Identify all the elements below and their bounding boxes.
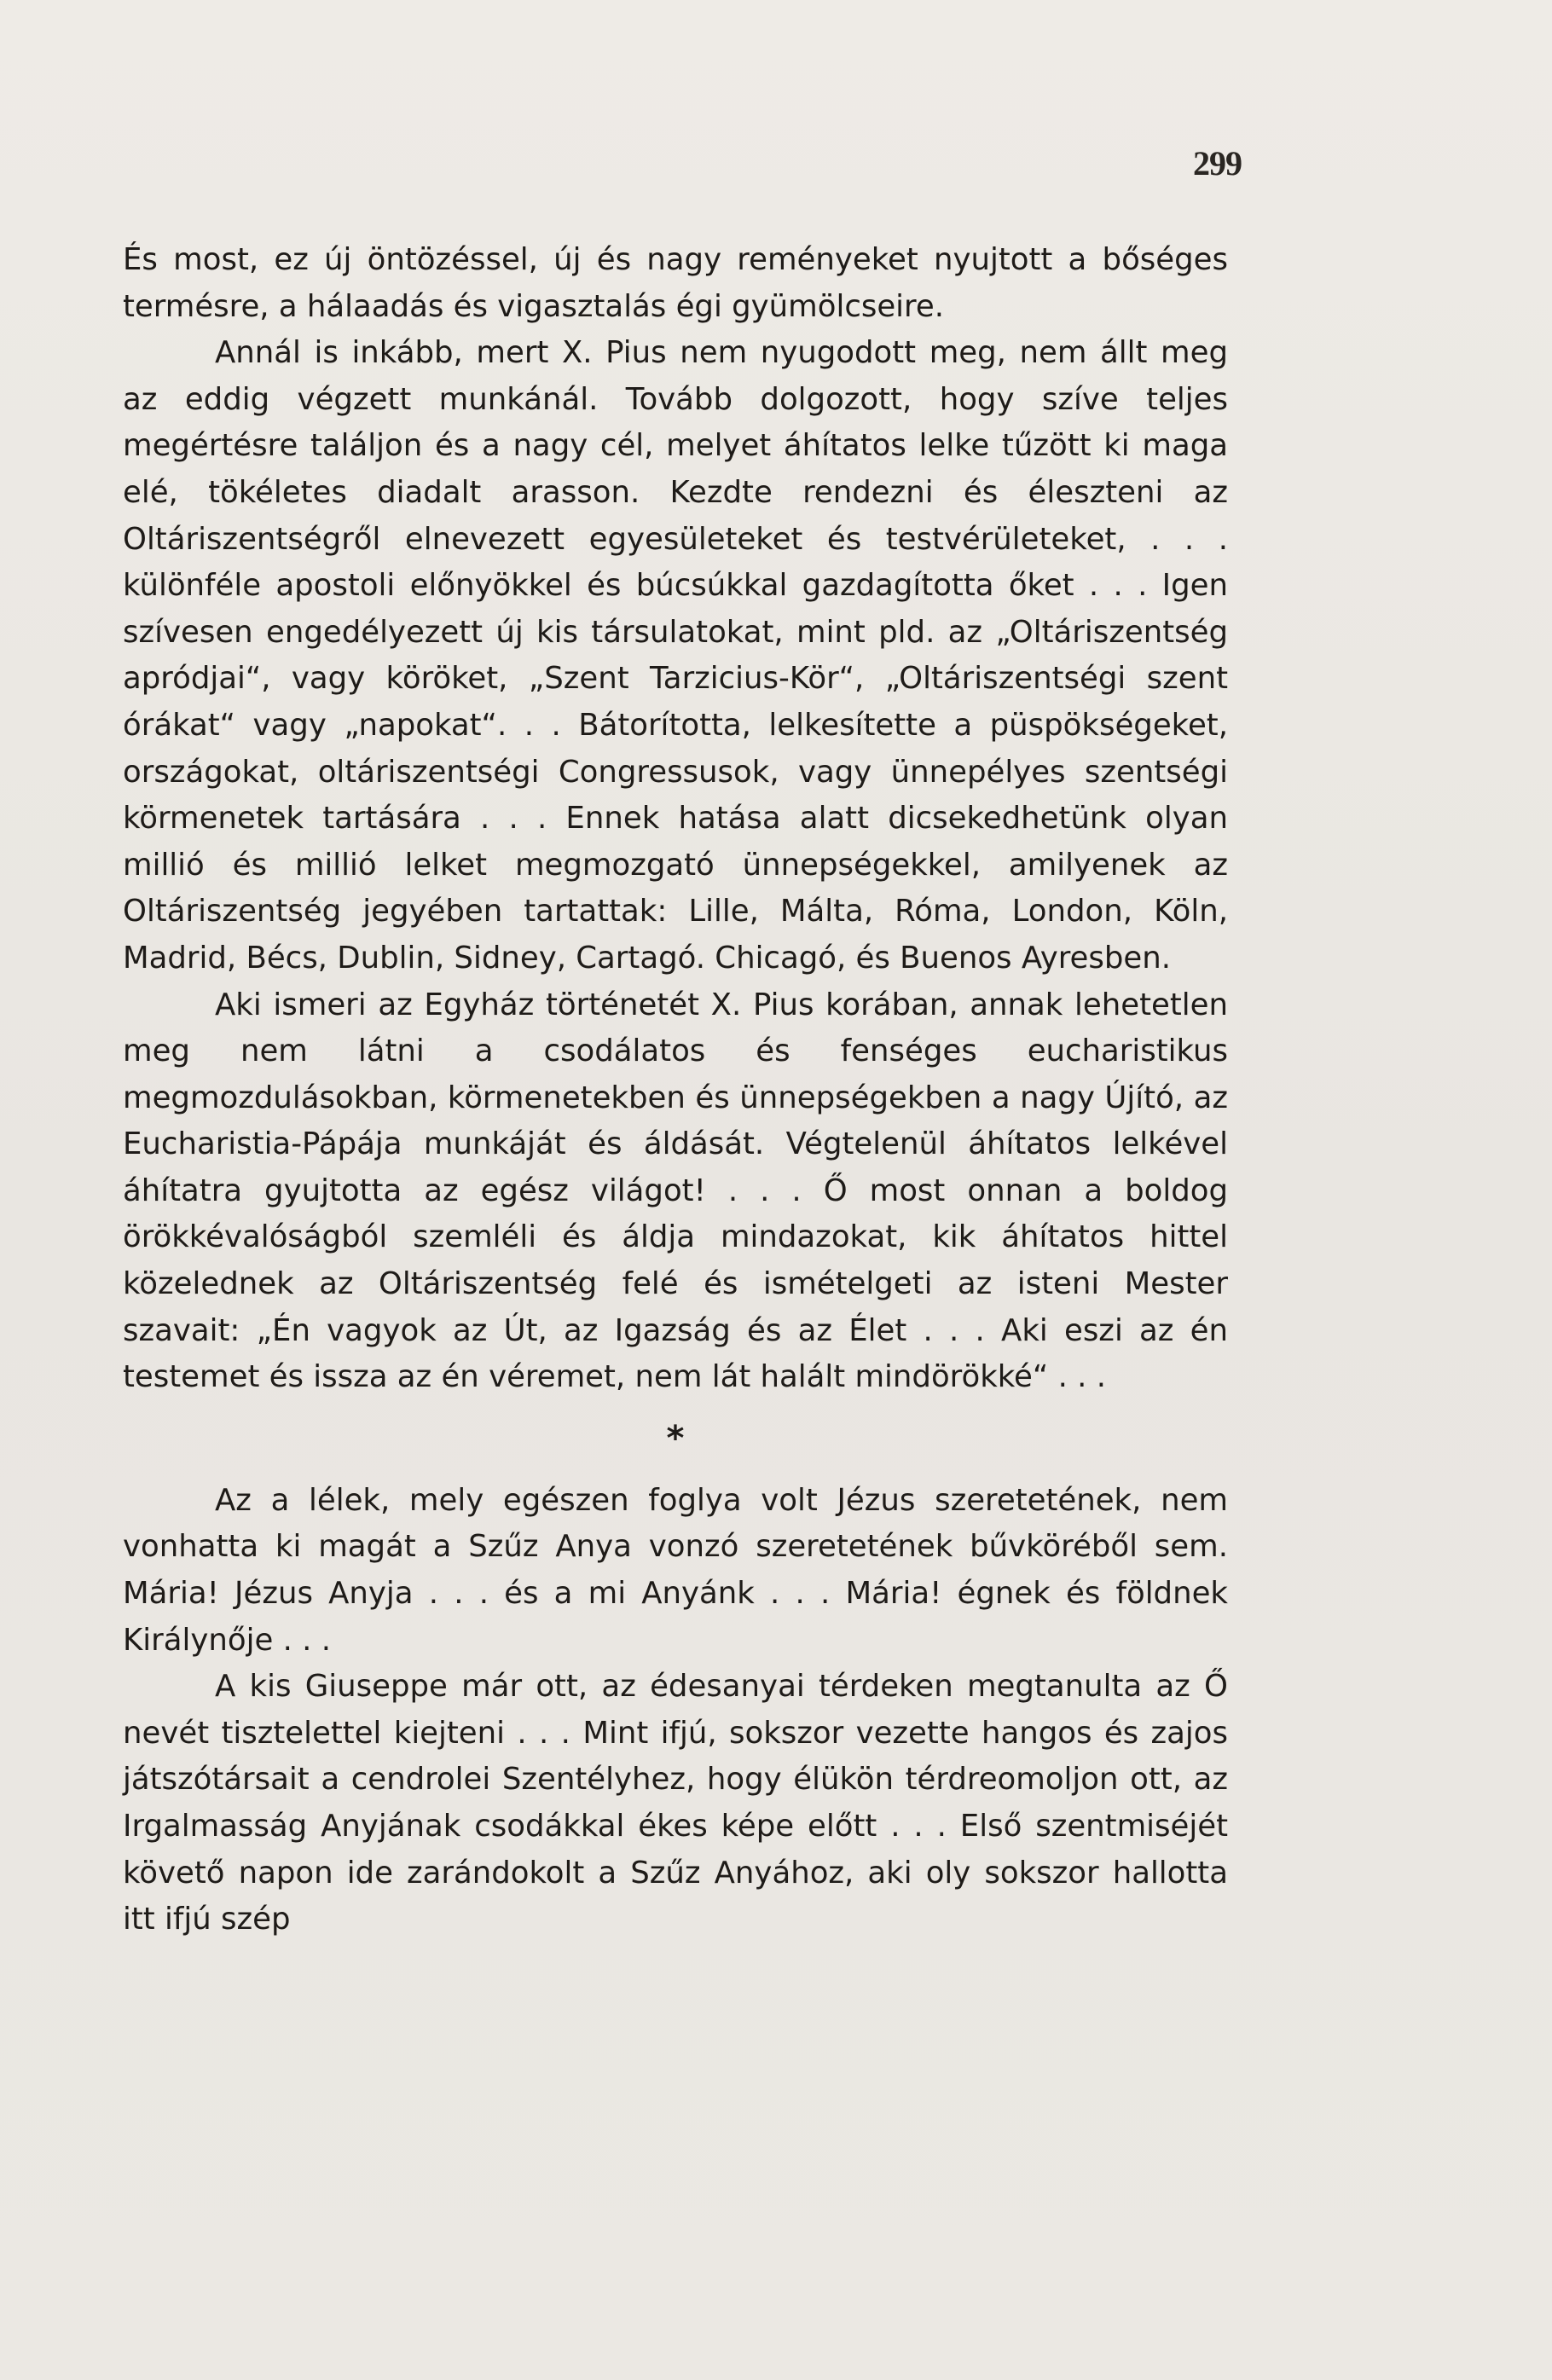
body-text <box>123 237 1228 1943</box>
paragraph-5: A kis Giuseppe már ott, az édesanyai térdeken megtanulta az Ő nevét tisztelettel kiejteni . . . Mint ifjú, sokszor vezette hangos és zajos játszótársait a cendrolei Szentélyhez, hogy élükön térdreomoljon ott, az Irgalmasság Anyjának csodákkal ékes képe előtt . . . Első szentmiséjét követő napon ide zarándokolt a Szűz Anyához, aki oly sokszor hallotta itt ifjú szép <box>123 1669 1228 1937</box>
paragraph-4: Az a lélek, mely egészen foglya volt Jézus szeretetének, nem vonhatta ki magát a Szűz Anya vonzó szeretetének bűvköréből sem. Mária! Jézus Anyja . . . és a mi Anyánk . . . Mária! égnek és földnek Királynője . . . <box>123 1482 1228 1658</box>
paragraph-1: És most, ez új öntözéssel, új és nagy reményeket nyujtott a bőséges termésre, a hálaadás és vigasztalás égi gyümölcseire. <box>123 242 1228 324</box>
paragraph-2: Annál is inkább, mert X. Pius nem nyugodott meg, nem állt meg az eddig végzett munkánál. Tovább dolgozott, hogy szíve teljes megértésre találjon és a nagy cél, melyet áhítatos lelke tűzött ki maga elé, tökéletes diadalt arasson. Kezdte rendezni és éleszteni az Oltáriszentségről elnevezett egyesületeket és testvérületeket, . . . különféle apostoli előnyökkel és búcsúkkal gazdagította őket . . . Igen szívesen engedélyezett új kis társulatokat, mint pld. az „Oltáriszentség apródjai“, vagy köröket, „Szent Tarzicius-Kör“, „Oltáriszentségi szent órákat“ vagy „napokat“. . . Bátorította, lelkesítette a püspökségeket, országokat, oltáriszentségi Congressusok, vagy ünnepélyes szentségi körmenetek tartására . . . Ennek hatása alatt dicsekedhetünk olyan millió és millió lelket megmozgató ünnepségekkel, amilyenek az Oltáriszentség jegyében tartattak: Lille, Málta, Róma, London, Köln, Madrid, Bécs, Dublin, Sidney, Cartagó. Chicagó, és Buenos Ayresben. <box>123 335 1228 976</box>
page-number: 299 <box>1193 144 1242 182</box>
section-separator: * <box>666 1418 685 1458</box>
paragraph-3: Aki ismeri az Egyház történetét X. Pius korában, annak lehetetlen meg nem látni a csodálatos és fenséges eucharistikus megmozdulásokban, körmenetekben és ünnepségekben a nagy Újító, az Eucharistia-Pápája munkáját és áldását. Végtelenül áhítatos lelkével áhítatra gyujtotta az egész világot! . . . Ő most onnan a boldog örökkévalóságból szemléli és áldja mindazokat, kik áhítatos hittel közelednek az Oltáriszentség felé és ismételgeti az isteni Mester szavait: „Én vagyok az Út, az Igazság és az Élet . . . Aki eszi az én testemet és issza az én véremet, nem lát halált mindörökké“ . . . <box>123 987 1228 1395</box>
